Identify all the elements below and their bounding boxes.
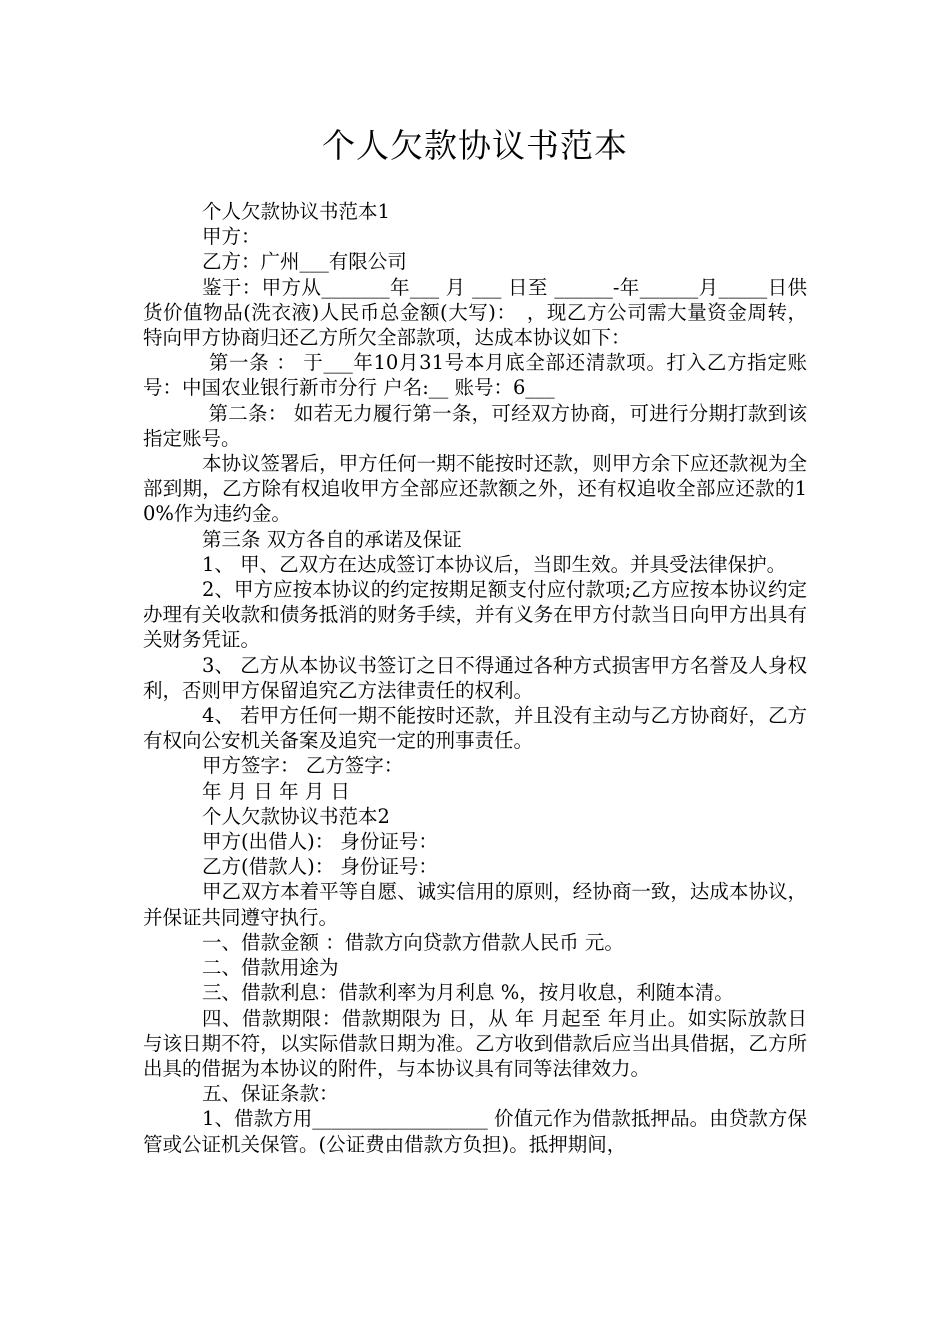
signature-line: 甲方签字： 乙方签字： — [202, 754, 404, 778]
guarantee-item-1: 1、借款方用__________________ 价值元作为借款抵押品。由贷款方保管或公证机关保管。(公证费由借款方负担)。抵押期间， — [143, 1107, 807, 1156]
loan-amount-clause: 一、借款金额 ：借款方向贷款方借款人民币 元。 — [202, 930, 624, 954]
article-2: 第二条： 如若无力履行第一条，可经双方协商，可进行分期打款到该指定账号。 — [143, 401, 808, 450]
article-3-item-4: 4、 若甲方任何一期不能按时还款，并且没有主动与乙方协商好，乙方有权向公安机关备案及追究一定的刑事责任。 — [143, 704, 807, 753]
article-3-item-1: 1、 甲、乙双方在达成签订本协议后，当即生效。并具受法律保护。 — [202, 552, 787, 576]
document-body — [143, 199, 807, 1157]
loan-term-clause: 四、借款期限：借款期限为 日，从 年 月起至 年月止。如实际放款日与该日期不符，以实际借款日期为准。乙方收到借款后应当出具借据，乙方所出具的借据为本协议的附件，与本协议具有同等法律效力。 — [143, 1006, 807, 1080]
article-1: 第一条 ： 于___年10月31号本月底全部还清款项。打入乙方指定账号：中国农业银行新市分行 户名:__ 账号：6___ — [143, 351, 807, 400]
whereas-paragraph: 鉴于：甲方从_______年___ 月 ___ 日至 ______-年______月_____日供货价值物品(洗衣液)人民币总金额(大写)： ，现乙方公司需大量资金周转，特向甲方协商归还乙方所欠全部款项，达成本协议如下： — [143, 275, 807, 350]
party-a-line: 甲方： — [202, 225, 261, 249]
sample-1-heading: 个人欠款协议书范本1 — [202, 200, 390, 223]
loan-purpose-clause: 二、借款用途为 — [202, 956, 339, 980]
article-3-item-2: 2、甲方应按本协议的约定按期足额支付应付款项;乙方应按本协议约定办理有关收款和债务抵消的财务手续，并有义务在甲方付款当日向甲方出具有关财务凭证。 — [143, 578, 807, 652]
preamble-paragraph: 甲乙双方本着平等自愿、诚实信用的原则，经协商一致，达成本协议，并保证共同遵守执行。 — [143, 880, 807, 929]
document-title: 个人欠款协议书范本 — [322, 126, 628, 165]
party-b-line: 乙方：广州___有限公司 — [202, 250, 407, 274]
borrower-line: 乙方(借款人)： 身份证号： — [202, 855, 438, 879]
sample-2-heading: 个人欠款协议书范本2 — [202, 804, 390, 828]
lender-line: 甲方(出借人)： 身份证号： — [202, 830, 438, 854]
default-clause: 本协议签署后，甲方任何一期不能按时还款，则甲方余下应还款视为全部到期，乙方除有权追收甲方全部应还款额之外，还有权追收全部应还款的10%作为违约金。 — [143, 452, 807, 526]
date-line: 年 月 日 年 月 日 — [202, 779, 350, 803]
guarantee-heading: 五、保证条款： — [202, 1082, 339, 1106]
article-3-item-3: 3、 乙方从本协议书签订之日不得通过各种方式损害甲方名誉及人身权利，否则甲方保留追究乙方法律责任的权利。 — [143, 653, 807, 702]
article-3-heading: 第三条 双方各自的承诺及保证 — [202, 527, 462, 551]
loan-interest-clause: 三、借款利息：借款利率为月利息 %，按月收息，利随本清。 — [202, 981, 734, 1005]
